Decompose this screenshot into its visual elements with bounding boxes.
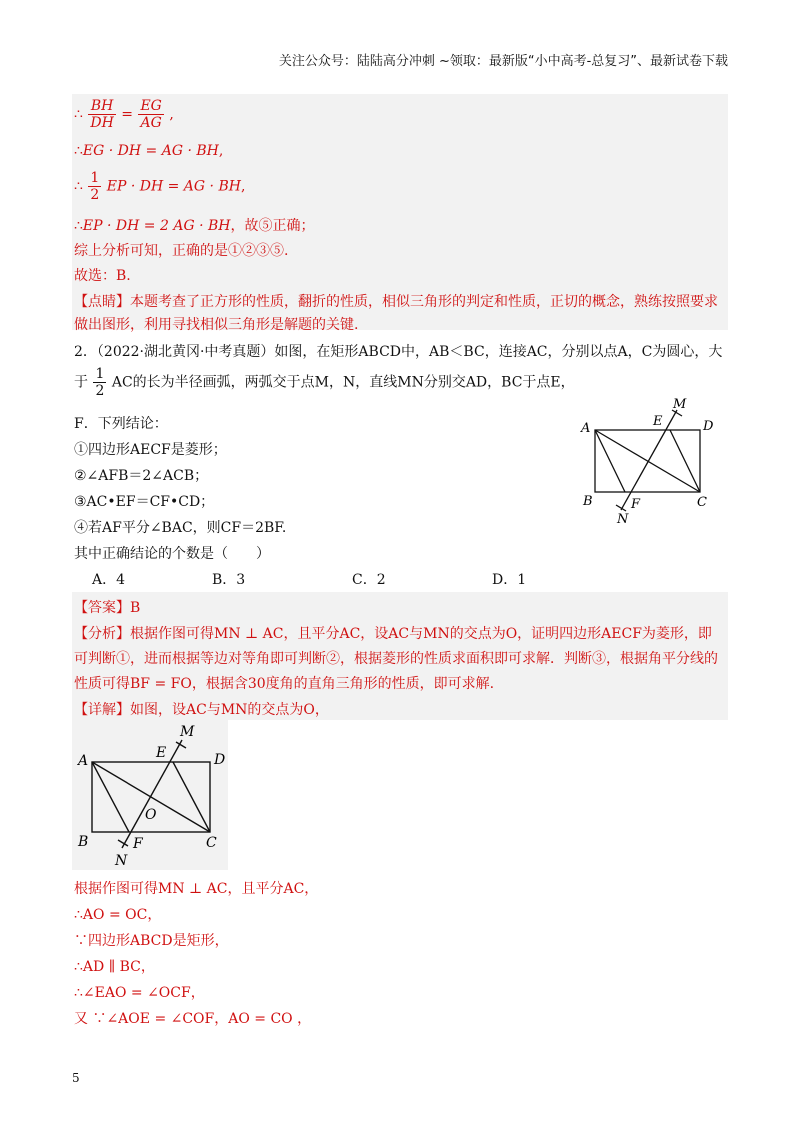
label-m: M	[673, 397, 687, 412]
label-d: D	[703, 419, 714, 434]
label-e: E	[653, 414, 663, 429]
label-a: A	[78, 753, 89, 769]
question-ask: 其中正确结论的个数是（ ）	[74, 546, 270, 562]
label-a: A	[581, 421, 591, 436]
question-line-1: 2．（2022·湖北黄冈·中考真题）如图，在矩形ABCD中，AB＜BC，连接AC，分别以点A，C为圆心，大	[74, 344, 723, 360]
conclusion-4: ④若AF平分∠BAC，则CF＝2BF.	[74, 520, 287, 536]
step-4: ∴AD ∥ BC，	[74, 959, 155, 975]
conclusion-3: ③AC•EF＝CF•CD；	[74, 494, 215, 510]
step-5: ∴∠EAO = ∠OCF，	[74, 985, 205, 1001]
label-n: N	[115, 853, 128, 869]
label-c: C	[697, 495, 707, 510]
analysis-line-3: 性质可得BF = FO，根据含30度角的直角三角形的性质，即可求解.	[74, 676, 495, 692]
label-b: B	[583, 494, 593, 509]
answer-line: 【答案】B	[74, 600, 141, 616]
analysis-line-1: 【分析】根据作图可得MN ⊥ AC，且平分AC，设AC与MN的交点为O，证明四边形AECF为菱形，即	[74, 626, 712, 642]
step-2: ∴AO = OC，	[74, 907, 162, 923]
conclusion-1: ①四边形AECF是菱形；	[74, 442, 227, 458]
label-m: M	[180, 724, 195, 740]
question-line-3: F．下列结论：	[74, 416, 168, 432]
rectangle-figure-question	[575, 392, 725, 528]
label-o: O	[145, 807, 157, 823]
label-d: D	[214, 752, 226, 768]
choice-line: 故选：B.	[74, 268, 131, 284]
ratio-line: ∴ $\frac{BH}{DH}$ = $\frac{EG}{AG}$ ,	[74, 98, 174, 131]
label-n: N	[617, 512, 629, 527]
page-header: 关注公众号：陆陆高分冲刺 ~领取：最新版“小中高考-总复习”、最新试卷下载	[278, 54, 728, 69]
step-6: 又 ∵∠AOE = ∠COF，AO = CO ，	[74, 1011, 312, 1027]
option-c: C．2	[352, 572, 386, 588]
conclusion-2: ②∠AFB＝2∠ACB；	[74, 468, 209, 484]
option-b: B．3	[212, 572, 246, 588]
rectangle-figure-solution	[72, 720, 228, 870]
label-f: F	[631, 497, 641, 512]
step-line-3: ∴ $\frac{1}{2}$ EP · DH = AG · BH,	[74, 170, 246, 203]
remark-line-2: 做出图形，利用寻找相似三角形是解题的关键.	[74, 317, 359, 333]
option-a: A．4	[92, 572, 126, 588]
option-d: D．1	[492, 572, 527, 588]
page-number: 5	[72, 1071, 80, 1085]
step-1: 根据作图可得MN ⊥ AC，且平分AC，	[74, 881, 319, 897]
step-line-4: ∴EP · DH = 2 AG · BH，故⑤正确；	[74, 218, 315, 234]
label-c: C	[206, 835, 217, 851]
label-b: B	[78, 834, 89, 850]
label-f: F	[133, 836, 143, 852]
detail-line: 【详解】如图，设AC与MN的交点为O，	[74, 702, 329, 718]
summary-line: 综上分析可知，正确的是①②③⑤.	[74, 243, 289, 259]
step-line-2: ∴EG · DH = AG · BH,	[74, 143, 224, 159]
step-3: ∵四边形ABCD是矩形，	[74, 933, 229, 949]
label-e: E	[156, 745, 167, 761]
remark-line-1: 【点睛】本题考查了正方形的性质，翻折的性质，相似三角形的判定和性质，正切的概念，熟练按照要求	[74, 294, 718, 310]
analysis-line-2: 可判断①，进而根据等边对等角即可判断②，根据菱形的性质求面积即可求解．判断③，根据角平分线的	[74, 651, 718, 667]
question-line-2: 于 $\frac{1}{2}$ AC的长为半径画弧，两弧交于点M，N，直线MN分别交AD，BC于点E，	[74, 366, 575, 399]
